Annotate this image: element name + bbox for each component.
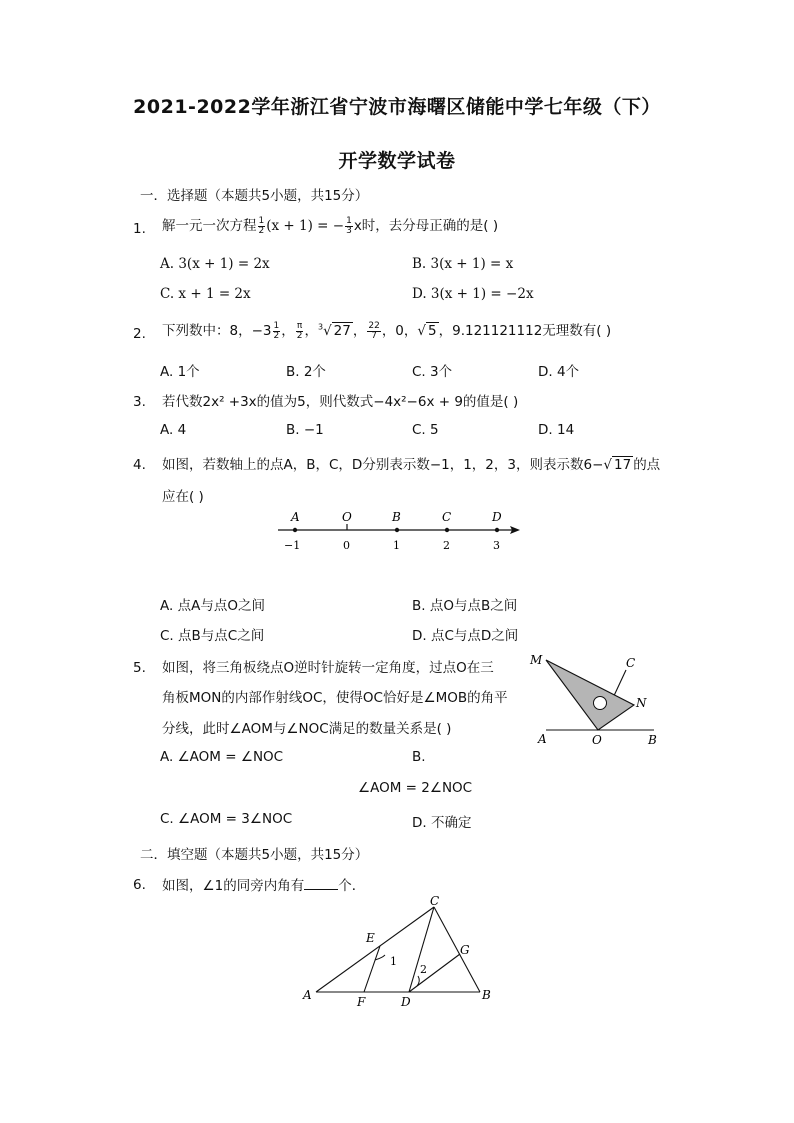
q2-text-b: ，0，	[381, 323, 418, 339]
q5-stem-line2: 角板MON的内部作射线OC，使得OC恰好是∠MOB的角平	[162, 690, 508, 706]
q4-option-b[interactable]: B. 点O与点B之间	[412, 598, 518, 614]
label-o: O	[592, 733, 602, 747]
q1-number: 1.	[133, 221, 146, 237]
q2-number: 2.	[133, 326, 146, 342]
q5-option-b-expression: ∠AOM = 2∠NOC	[358, 780, 473, 796]
q1-text-a: 解一元一次方程	[162, 218, 257, 234]
label-a: A	[538, 732, 547, 746]
q5-option-c[interactable]: C. ∠AOM = 3∠NOC	[160, 811, 293, 827]
q1-text-b: (x + 1) = −	[266, 218, 345, 234]
q1-option-a[interactable]: A. 3(x + 1) = 2x	[160, 256, 270, 272]
label-c: C	[626, 656, 636, 670]
section-fill-heading: 二．填空题（本题共5小题，共15分）	[140, 847, 369, 863]
q2-option-b[interactable]: B. 2个	[286, 364, 326, 380]
q3-option-d[interactable]: D. 14	[538, 422, 575, 438]
label-f: F	[357, 995, 366, 1009]
q6-text-b: 个．	[338, 878, 366, 894]
label-c: C	[430, 895, 440, 908]
q3-option-b[interactable]: B. −1	[286, 422, 324, 438]
q6-stem	[162, 874, 365, 894]
q5-stem-line3: 分线，此时∠AOM与∠NOC满足的数量关系是( )	[162, 721, 452, 737]
label-b: B	[648, 733, 657, 747]
label-e: E	[366, 931, 375, 945]
set-square-hole	[594, 697, 607, 710]
q1-option-d[interactable]: D. 3(x + 1) = −2x	[412, 286, 534, 302]
q4-text-b: 的点	[633, 457, 661, 473]
q1-frac-2: $\frac{1}{3}$	[346, 215, 352, 236]
q4-sqrt-value: 17	[614, 457, 632, 473]
q4-number: 4.	[133, 457, 146, 473]
q2-option-c[interactable]: C. 3个	[412, 364, 453, 380]
section-choice-heading: 一．选择题（本题共5小题，共15分）	[140, 188, 369, 204]
q2-sqrt-value: 5	[428, 323, 437, 339]
segment-ef	[364, 946, 380, 992]
tick-label-2: 2	[443, 539, 450, 552]
q5-number: 5.	[133, 660, 146, 676]
point-b-dot	[395, 528, 399, 532]
q2-text-a: 下列数中：8，−3	[162, 323, 272, 339]
q3-number: 3.	[133, 394, 146, 410]
point-c-dot	[445, 528, 449, 532]
label-m: M	[530, 653, 543, 667]
label-g: G	[460, 943, 470, 957]
q2-text-c: ，9.121121112无理数有( )	[438, 323, 612, 339]
q2-option-d[interactable]: D. 4个	[538, 364, 580, 380]
q5-option-d[interactable]: D. 不确定	[412, 815, 472, 831]
q4-stem-line2: 应在( )	[162, 489, 204, 505]
q1-frac-1: $\frac{1}{2}$	[258, 215, 265, 236]
tick-label-0: 0	[343, 539, 350, 552]
tick-label-neg1: −1	[284, 539, 301, 552]
q2-stem: 下列数中：8，−3 $\frac{1}{2}$ ， $\frac{\pi}{2}$ ，$^3$√ 27 ， $\frac{22}{7}$ ，0，√ 5 ，9.121121112无理数有( )	[162, 320, 612, 341]
label-o: O	[342, 510, 352, 524]
label-b: B	[482, 988, 491, 1002]
q3-option-a[interactable]: A. 4	[160, 422, 187, 438]
segment-dg	[409, 954, 460, 992]
title-line-1: 2021-2022学年浙江省宁波市海曙区储能中学七年级（下）	[133, 96, 661, 118]
q4-stem-line1: 如图，若数轴上的点A，B，C，D分别表示数−1，1，2，3，则表示数6−√ 17 的点	[162, 457, 661, 473]
label-d: D	[492, 510, 502, 524]
triangle-angles-figure	[298, 895, 503, 1015]
q2-cbrt-index: 3	[317, 322, 324, 332]
q6-text-a: 如图，∠1的同旁内角有	[162, 878, 305, 894]
q4-option-c[interactable]: C. 点B与点C之间	[160, 628, 265, 644]
q2-frac-22-7: $\frac{22}{7}$	[368, 320, 380, 341]
q5-option-a[interactable]: A. ∠AOM = ∠NOC	[160, 749, 284, 765]
set-square	[546, 660, 634, 730]
q2-frac-pi: $\frac{\pi}{2}$	[296, 320, 303, 341]
q1-option-c[interactable]: C. x + 1 = 2x	[160, 286, 251, 302]
segment-cd	[409, 907, 434, 992]
side-cb	[434, 907, 480, 992]
q1-stem	[162, 214, 498, 236]
label-a: A	[291, 510, 300, 524]
q6-answer-blank[interactable]	[304, 877, 338, 890]
label-a: A	[303, 988, 312, 1002]
q2-frac-1: $\frac{1}{2}$	[273, 320, 280, 341]
side-ac	[316, 907, 434, 992]
point-a-dot	[293, 528, 297, 532]
triangle-rotation-figure	[528, 650, 668, 750]
label-1: 1	[390, 955, 397, 968]
q4-option-a[interactable]: A. 点A与点O之间	[160, 598, 265, 614]
label-c: C	[442, 510, 452, 524]
q1-option-b[interactable]: B. 3(x + 1) = x	[412, 256, 514, 272]
number-line-figure	[270, 505, 530, 555]
q3-option-c[interactable]: C. 5	[412, 422, 439, 438]
q5-option-b[interactable]: B.	[412, 749, 426, 765]
q6-number: 6.	[133, 877, 146, 893]
label-2: 2	[420, 963, 427, 976]
q2-cbrt-value: 27	[333, 323, 351, 339]
q2-option-a[interactable]: A. 1个	[160, 364, 200, 380]
tick-label-1: 1	[393, 539, 400, 552]
tick-label-3: 3	[493, 539, 500, 552]
point-d-dot	[495, 528, 499, 532]
q4-text-a: 如图，若数轴上的点A，B，C，D分别表示数−1，1，2，3，则表示数6−	[162, 457, 604, 473]
q4-option-d[interactable]: D. 点C与点D之间	[412, 628, 519, 644]
label-b: B	[392, 510, 401, 524]
q1-text-c: x时，去分母正确的是( )	[353, 218, 499, 234]
label-n: N	[636, 696, 647, 710]
title-line-2: 开学数学试卷	[338, 150, 456, 172]
q5-stem-line1: 如图，将三角板绕点O逆时针旋转一定角度，过点O在三	[162, 660, 494, 676]
label-d: D	[401, 995, 411, 1009]
q3-stem: 若代数2x² +3x的值为5，则代数式−4x²−6x + 9的值是( )	[162, 394, 519, 410]
